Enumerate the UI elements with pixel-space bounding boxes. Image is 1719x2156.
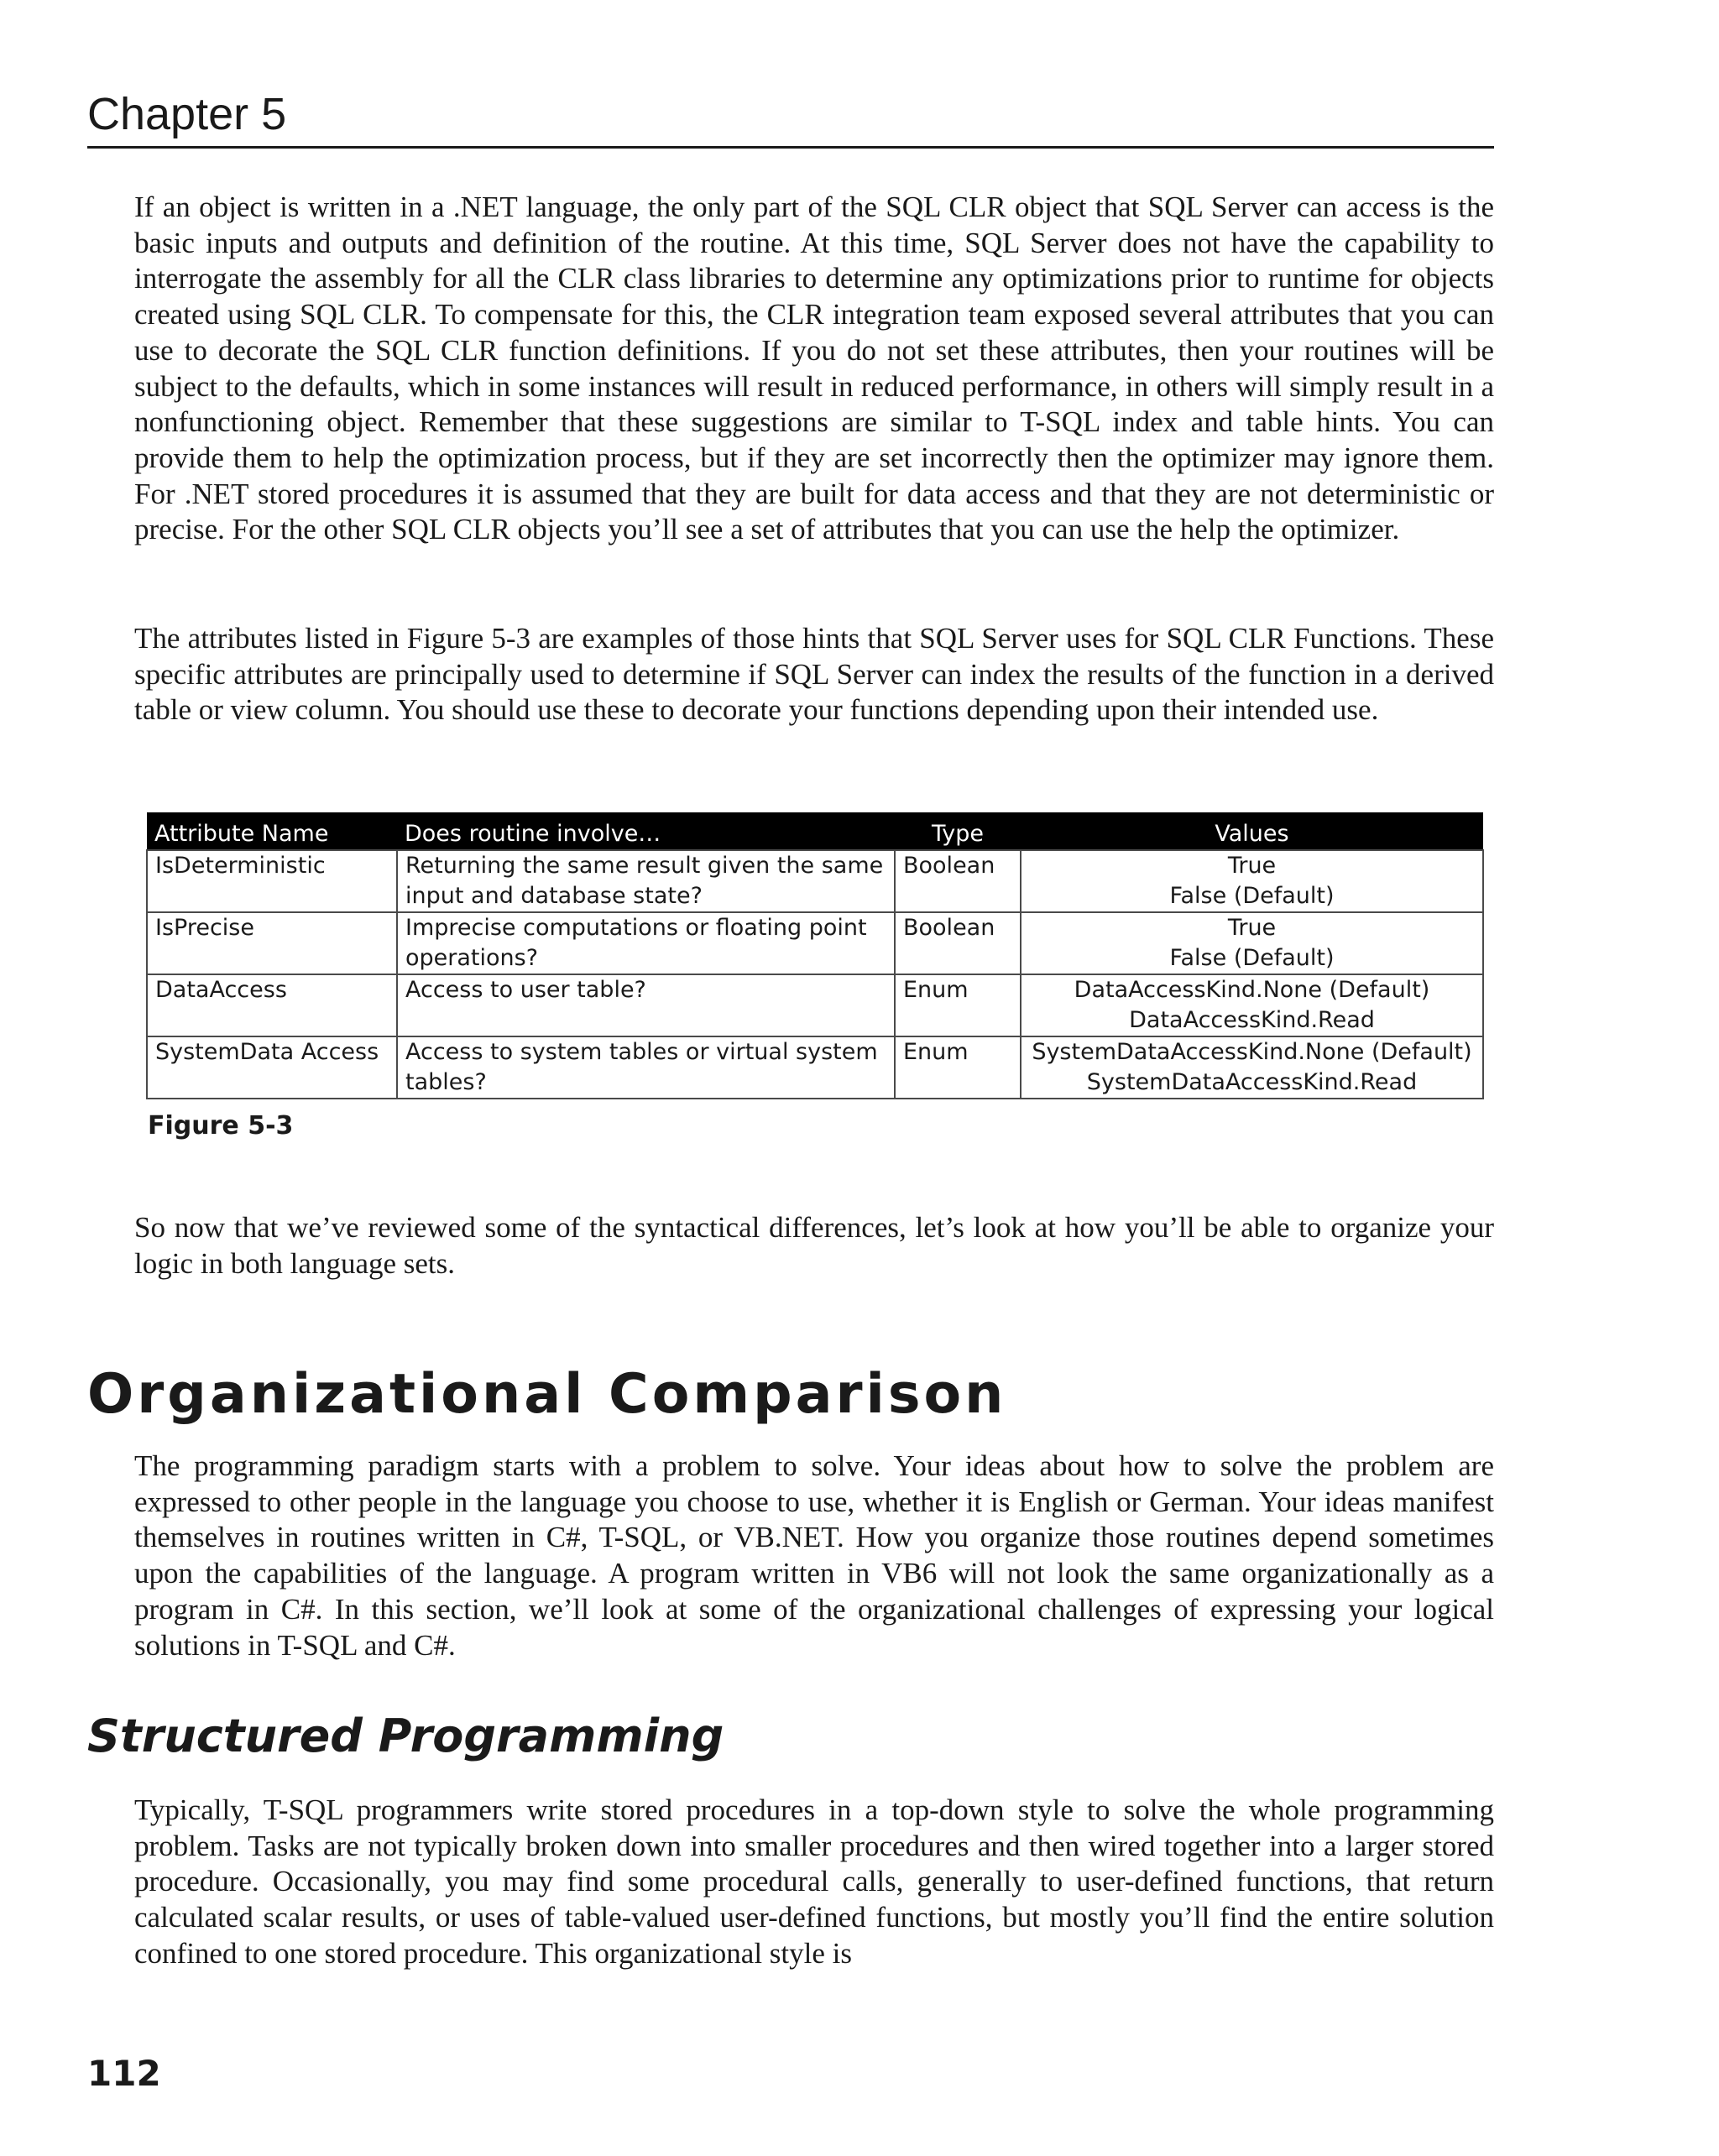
intro-paragraph-2: The attributes listed in Figure 5-3 are examples of those hints that SQL Server uses for SQL CLR Functions. These specific attributes are principally used to determine if SQL Server can index the results of the function in a derived table or view column. You should use these to decorate your functions depending upon their intended use. [134,622,1494,727]
intro-paragraph-1: If an object is written in a .NET language, the only part of the SQL CLR object that SQL Server can access is the basic inputs and outputs and definition of the routine. At this time, SQL Server does not have the capability to interrogate the assembly for all the CLR class libraries to determine any optimizations prior to runtime for objects created using SQL CLR. To compensate for this, the CLR integration team exposed several attributes that you can use to decorate the SQL CLR function definitions. If you do not set these attributes, then your routines will be subject to the defaults, which in some instances will result in reduced performance, in others will simply result in a nonfunctioning object. Remember that these suggestions are similar to T-SQL index and table hints. You can provide them to help the optimization process, but if they are set incorrectly then the optimizer may ignore them. For .NET stored procedures it is assumed that they are built for data access and that they are not deterministic or precise. For the other SQL CLR objects you’ll see a set of attributes that you can use the help the optimizer. [134,191,1494,546]
organizational-paragraph: The programming paradigm starts with a problem to solve. Your ideas about how to solve the problem are expressed to other people in the language you choose to use, whether it is English or German. Your ideas manifest themselves in routines written in C#, T-SQL, or VB.NET. How you organize those routines depend sometimes upon the capabilities of the language. A program written in VB6 will not look the same organizationally as a program in C#. In this section, we’ll look at some of the organizational challenges of expressing your logical solutions in T-SQL and C#. [134,1449,1494,1662]
value-line: SystemDataAccessKind.Read [1086,1069,1418,1095]
cell-involve: Imprecise computations or floating point operations? [397,912,895,974]
structured-programming-paragraph: Typically, T-SQL programmers write stored procedures in a top-down style to solve the whole programming problem. Tasks are not typically broken down into smaller procedures and then wired together into a larger stored procedure. Occasionally, you may find some procedural calls, generally to user-defined functions, that return calculated scalar results, or uses of table-valued user-defined functions, but mostly you’ll find the entire solution confined to one stored procedure. This organizational style is [134,1793,1494,1970]
cell-attribute-name: IsDeterministic [147,850,397,912]
cell-type: Boolean [895,850,1021,912]
cell-type: Boolean [895,912,1021,974]
cell-values [1021,1036,1483,1099]
figure-5-3 [146,812,1482,1141]
cell-values [1021,850,1483,912]
figure-caption: Figure 5-3 [148,1111,294,1141]
cell-values [1021,912,1483,974]
cell-attribute-name: IsPrecise [147,912,397,974]
transition-paragraph: So now that we’ve reviewed some of the syntactical differences, let’s look at how you’ll be able to organize your logic in both language sets. [134,1211,1494,1280]
page-number: 112 [87,2053,161,2094]
section-heading-organizational-comparison: Organizational Comparison [87,1363,1007,1426]
cell-attribute-name: SystemData Access [147,1036,397,1099]
value-line: SystemDataAccessKind.None (Default) [1032,1039,1472,1065]
cell-values [1021,974,1483,1036]
value-line: DataAccessKind.Read [1129,1007,1375,1033]
cell-involve: Access to user table? [397,974,895,1036]
header-type: Type [895,812,1021,850]
attributes-table [146,812,1484,1099]
value-line: DataAccessKind.None (Default) [1074,977,1430,1003]
cell-involve: Returning the same result given the same input and database state? [397,850,895,912]
value-line: True [1227,915,1277,941]
cell-attribute-name: DataAccess [147,974,397,1036]
table-row [147,912,1483,974]
table-row [147,850,1483,912]
cell-involve: Access to system tables or virtual system tables? [397,1036,895,1099]
subsection-heading-structured-programming: Structured Programming [87,1710,724,1762]
table-header-row [147,812,1483,850]
value-line: False (Default) [1169,945,1335,971]
header-attribute-name: Attribute Name [147,812,397,850]
value-line: False (Default) [1169,883,1335,909]
value-line: True [1227,853,1277,879]
header-values: Values [1021,812,1483,850]
table-row [147,1036,1483,1099]
cell-type: Enum [895,974,1021,1036]
header-does-routine-involve: Does routine involve… [397,812,895,850]
table-row [147,974,1483,1036]
cell-type: Enum [895,1036,1021,1099]
chapter-header: Chapter 5 [87,87,1494,149]
